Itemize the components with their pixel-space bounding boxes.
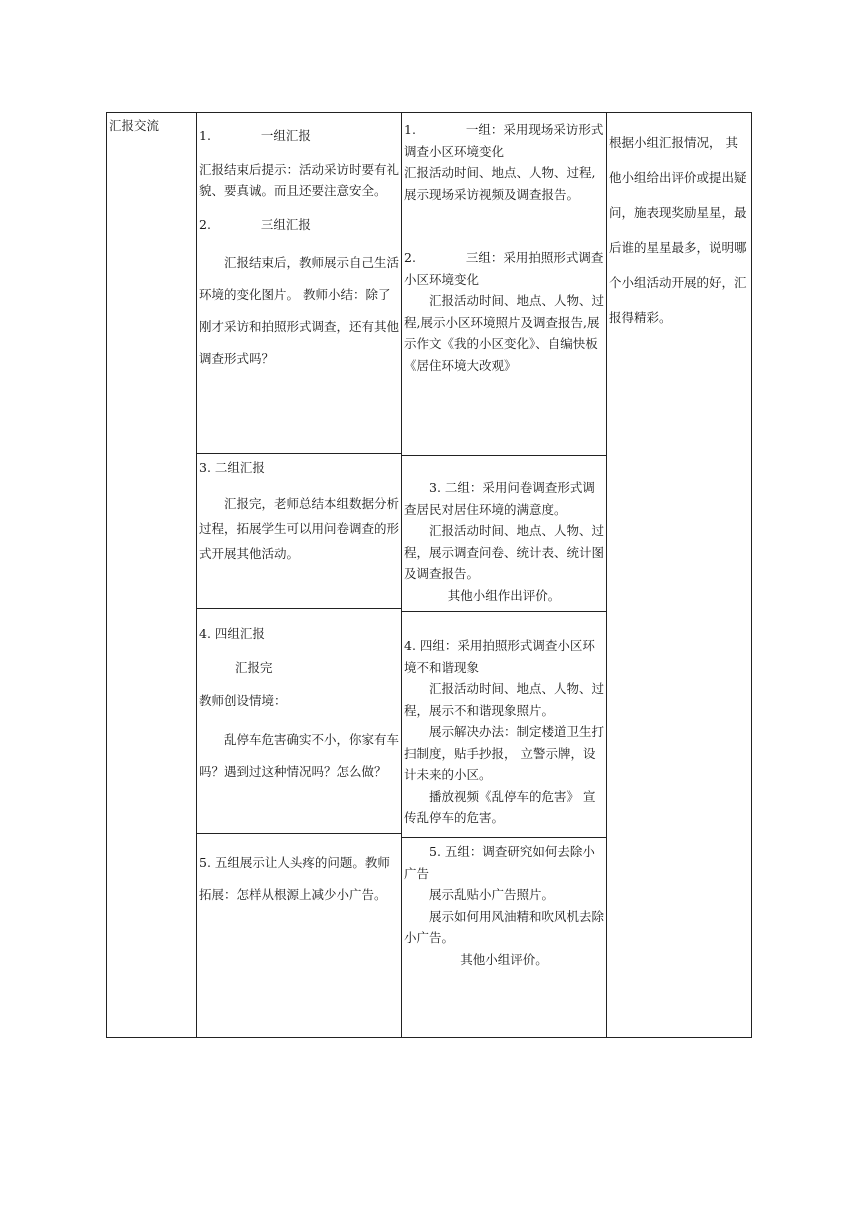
teacher-line: 教师创设情境： [199, 693, 287, 708]
student-line: 其他小组评价。 [460, 951, 548, 967]
teacher-line: 1. 一组汇报 [199, 128, 311, 143]
teacher-line: 乱停车危害确实不小，你家有车吗？遇到过这种情况吗？怎么做？ [199, 731, 400, 779]
student-line: 汇报活动时间、地点、人物、过程，展示调查问卷、统计表、统计图及调查报告。 [404, 523, 605, 581]
stage-label: 汇报交流 [109, 118, 160, 133]
stage-cell [109, 115, 194, 137]
evaluation-text: 根据小组汇报情况， 其他小组给出评价或提出疑问，施表现奖励星星，最后谁的星星最多，说明哪个小组活动开展的好，汇报得精彩。 [609, 135, 747, 325]
teacher-block-2 [199, 457, 399, 566]
student-block-4 [404, 841, 604, 970]
student-line: 其他小组作出评价。 [447, 587, 561, 603]
student-line: 汇报活动时间、地点、人物、过程，展示不和谐现象照片。 [404, 681, 605, 718]
column-divider [606, 113, 607, 1037]
column-divider [196, 113, 197, 1037]
student-block-2 [404, 477, 604, 606]
teacher-block-1 [199, 125, 399, 375]
teacher-line: 汇报结束后，教师展示自己生活环境的变化图片。 教师小结：除了刚才采访和拍照形式调查，还有其他调查形式吗？ [199, 255, 400, 366]
student-line: 展示解决办法：制定楼道卫生打扫制度，贴手抄报， 立警示牌，设计未来的小区。 [404, 724, 605, 782]
teacher-line: 汇报完，老师总结本组数据分析过程，拓展学生可以用问卷调查的形式开展其他活动。 [199, 495, 400, 561]
teacher-block-3 [199, 623, 399, 788]
teacher-line: 2. 三组汇报 [199, 216, 311, 232]
student-line: 汇报活动时间、地点、人物、过程,展示现场采访视频及调查报告。 [404, 165, 596, 202]
student-line: 播放视频《乱停车的危害》 宣传乱停车的危害。 [404, 788, 596, 825]
student-line: 1. 一组：采用现场采访形式调查小区环境变化 [404, 122, 604, 159]
column-divider [401, 113, 402, 1037]
student-block-1 [404, 119, 604, 376]
teacher-line: 汇报完 [235, 659, 273, 675]
row-divider [401, 837, 606, 838]
student-line: 展示如何用风油精和吹风机去除小广告。 [404, 908, 605, 945]
row-divider [401, 611, 606, 612]
teacher-line: 汇报结束后提示：活动采访时要有礼貌、要真诚。而且还要注意安全。 [199, 161, 400, 198]
row-divider [401, 455, 606, 456]
teacher-line: 4. 四组汇报 [199, 626, 265, 641]
student-line: 5. 五组：调查研究如何去除小广告 [404, 844, 595, 881]
lesson-plan-table [106, 112, 752, 1038]
evaluation-cell [609, 125, 750, 335]
teacher-line: 3. 二组汇报 [199, 460, 265, 475]
student-line: 汇报活动时间、地点、人物、过程,展示小区环境照片及调查报告,展示作文《我的小区变化》、自编快板《居住环境大改观》 [404, 293, 605, 373]
student-line: 4. 四组：采用拍照形式调查小区环境不和谐现象 [404, 638, 595, 675]
row-divider [196, 608, 401, 609]
student-line: 展示乱贴小广告照片。 [429, 887, 555, 902]
teacher-block-4 [199, 847, 399, 911]
student-line: 2. 三组：采用拍照形式调查小区环境变化 [404, 250, 604, 287]
student-block-3 [404, 635, 604, 829]
student-line: 3. 二组：采用问卷调查形式调查居民对居住环境的满意度。 [404, 480, 595, 517]
row-divider [196, 453, 401, 454]
row-divider [196, 833, 401, 834]
teacher-line: 5. 五组展示让人头疼的问题。教师拓展：怎样从根源上减少小广告。 [199, 855, 390, 902]
